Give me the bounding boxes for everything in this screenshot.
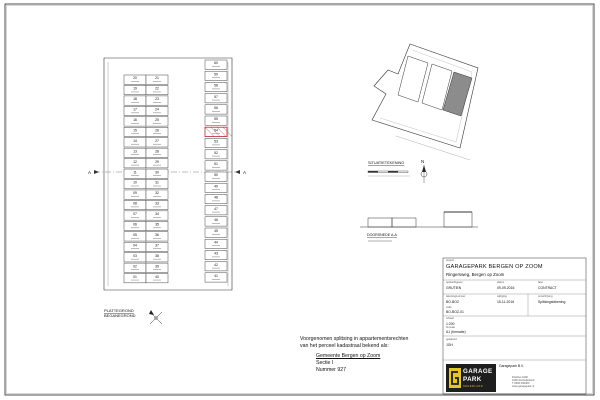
parking-unit [205,217,227,226]
parking-unit [146,211,168,220]
statement-section: Sectie I [316,360,334,366]
parking-unit-number: 17 [133,107,137,112]
parking-unit [205,94,227,103]
parking-unit [205,116,227,125]
parking-unit-number: 12 [133,159,137,164]
parking-unit-number: 01 [133,274,137,279]
parking-unit-number: 39 [155,264,159,269]
parking-unit [124,263,146,272]
parking-unit-number: 03 [133,253,137,258]
parking-unit [146,159,168,168]
parking-unit [205,71,227,80]
parking-unit-number: 36 [155,232,159,237]
parking-unit [124,242,146,251]
tb-opdrachtgever-label: opdrachtgever [446,281,463,284]
parking-unit-number: 14 [133,138,137,143]
tb-wijziging-label: wijziging [497,295,507,298]
parking-unit [124,190,146,199]
tb-omschrijving-label: omschrijving [538,295,553,298]
parking-unit-number: 25 [155,118,159,122]
parking-unit-number: 54 [214,128,218,133]
parking-unit [124,169,146,178]
parking-unit [205,239,227,248]
logo-text-park: PARK [463,376,482,383]
parking-unit [205,194,227,203]
parking-unit [146,253,168,262]
parking-unit [124,96,146,105]
parking-unit-number: 11 [133,170,137,175]
parking-unit-number: 21 [155,76,159,81]
parking-unit-number: 19 [133,86,137,91]
parking-unit-number: 05 [133,232,137,237]
parking-unit-number: 32 [155,191,159,196]
situation-title: SITUATIETEKENING [368,161,405,165]
parking-unit [146,127,168,136]
section-arrow-left-icon [94,170,99,174]
parking-unit [124,117,146,126]
parking-unit-number: 07 [133,212,137,217]
parking-unit-number: 52 [214,150,218,155]
tb-company-tel: T 0000 000000 [512,382,530,385]
tb-getekend-label: getekend [446,338,457,341]
tb-tekeningnr-label: tekeningnummer [446,295,466,298]
parking-unit-number: 35 [155,222,159,227]
tb-schaal-value: 1:200 [446,322,455,326]
parking-unit-number: 15 [133,128,137,133]
parking-unit-number: 13 [133,149,137,154]
north-arrow-icon [149,310,162,324]
parking-unit-number: 08 [133,201,137,206]
parking-unit [146,148,168,157]
parking-unit-number: 50 [214,173,218,178]
parking-unit-number: 44 [214,240,218,245]
parking-unit-number: 23 [155,97,159,102]
parking-unit [146,117,168,126]
section-drawing [360,212,478,241]
parking-unit [205,150,227,159]
tb-wijziging-value: 15-11-2016 [497,300,515,304]
tb-tekeningnr-value: BO-BOZ [446,300,459,304]
tb-opdrachtgever-value: GRUTIEN [446,286,462,290]
tb-code-label: code [446,306,452,309]
parking-unit [205,60,227,69]
parking-unit [146,200,168,209]
site-north-arrow-icon [421,165,427,183]
parking-unit-number: 41 [214,274,218,278]
parking-unit [124,274,146,283]
parking-unit-number: 40 [155,274,159,279]
parking-unit [205,82,227,91]
parking-unit-number: 24 [155,107,159,112]
parking-unit-number: 55 [214,117,218,122]
parking-unit-number: 34 [155,212,159,217]
parking-unit [146,169,168,178]
parking-unit [205,250,227,259]
tb-company: Garagepark B.V. [499,364,524,368]
parking-unit [146,85,168,94]
parking-unit-number: 37 [155,243,159,248]
parking-unit-number: 30 [155,170,159,175]
parking-unit-number: 04 [133,243,137,248]
section-marker-left: A [87,170,91,175]
parking-unit-number: 10 [133,180,137,185]
parking-unit [205,228,227,237]
floor-plan-subtitle: BEGANEGROND [104,313,136,318]
parking-unit-number: 09 [133,191,137,196]
tb-company-addr1: Postbus 1000 [512,376,528,379]
parking-unit [146,274,168,283]
parking-unit [124,85,146,94]
parking-unit-number: 46 [214,218,218,222]
parking-unit-number: 59 [214,72,218,77]
parking-unit-number: 42 [214,262,218,267]
tb-project-name: GARAGEPARK BERGEN OP ZOOM [446,264,543,270]
parking-unit [205,161,227,170]
parking-unit [146,221,168,230]
tb-address: Ringersweg, Bergen op Zoom [446,272,505,277]
parking-unit [205,105,227,114]
tb-omschrijving-value: Splitsingstekening [538,300,566,304]
tb-company-addr2: 1000 AA Nederland [512,379,535,382]
floor-plan [88,58,246,324]
tb-project-label: project [446,259,454,262]
parking-unit [146,263,168,272]
statement-line2: van het perceel kadastraal bekend als: [300,343,389,349]
parking-unit-number: 02 [133,264,137,269]
tb-company-web: www.garagepark.nl [512,385,535,388]
parking-unit-number: 28 [155,149,159,154]
parking-unit-number: 33 [155,201,159,206]
tb-formaat-label: formaat [446,326,455,329]
tb-code-value: BO-BOZ-01 [446,310,464,314]
parking-unit [124,211,146,220]
parking-unit-number: 49 [214,184,218,189]
parking-unit [124,253,146,262]
tb-getekend-value: JGH [446,343,453,347]
tb-datum-label: datum [497,281,505,284]
parking-unit [146,180,168,189]
parking-unit-number: 43 [214,251,218,256]
parking-unit [205,262,227,271]
situation-legend [368,161,410,176]
parking-unit-number: 16 [133,118,137,122]
tb-fase-value: CONTRACT [538,286,557,290]
parking-unit-number: 53 [214,139,218,144]
parking-unit-number: 58 [214,83,218,88]
section-marker-right: A [243,170,247,175]
parking-unit [124,200,146,209]
parking-unit [205,273,227,282]
parking-unit-number: 47 [214,206,218,211]
parking-unit-number: 18 [133,97,137,102]
parking-unit-number: 27 [155,138,159,143]
section-title: DOORSNEDE A-A [367,233,397,237]
site-buildings [398,56,472,116]
site-north-label: N [421,159,425,164]
parking-unit-number: 48 [214,195,218,200]
parking-unit-number: 20 [133,76,137,81]
tb-fase-label: fase [538,281,543,284]
parking-unit [124,159,146,168]
parking-unit [124,138,146,147]
parking-unit [124,180,146,189]
parking-unit [124,75,146,84]
logo-text-nederland: NEDERLAND [463,385,484,388]
parking-unit [146,96,168,105]
units-left-block [124,75,168,283]
parking-unit [205,206,227,215]
parking-unit-number: 06 [133,222,137,227]
logo-text-garage: GARAGE [463,368,493,375]
parking-unit [124,127,146,136]
statement-number: Nummer 927 [316,367,346,373]
parking-unit [205,138,227,147]
parking-unit-number: 31 [155,180,159,185]
parking-unit [124,221,146,230]
parking-unit-number: 56 [214,106,218,110]
parking-unit [146,138,168,147]
tb-formaat-value: A1 (formatie) [446,330,466,334]
tb-datum-value: 09-09-2016 [497,286,515,290]
parking-unit [146,106,168,115]
parking-unit-number: 22 [155,86,159,91]
parking-unit [205,172,227,181]
parking-unit [124,232,146,241]
statement-line1: Voorgenomen splitsing in appartementsrechten [300,336,409,342]
parking-unit [124,106,146,115]
parking-unit-number: 26 [155,128,159,133]
statement-municipality: Gemeente Bergen op Zoom [316,353,381,359]
tb-schaal-label: schaal [446,317,454,320]
section-arrow-right-icon [235,170,240,174]
parking-unit [146,242,168,251]
floor-plan-title: PLATTEGROND [104,308,134,313]
parking-unit-number: 45 [214,229,218,234]
parking-unit [124,148,146,157]
parking-unit [146,75,168,84]
parking-unit [205,183,227,192]
parking-unit-number: 51 [214,162,218,166]
parking-unit-number: 57 [214,94,218,99]
parking-unit [146,190,168,199]
parking-unit [146,232,168,241]
parking-unit-number: 29 [155,159,159,164]
parking-unit-number: 38 [155,253,159,258]
parking-unit-number: 60 [214,61,218,66]
